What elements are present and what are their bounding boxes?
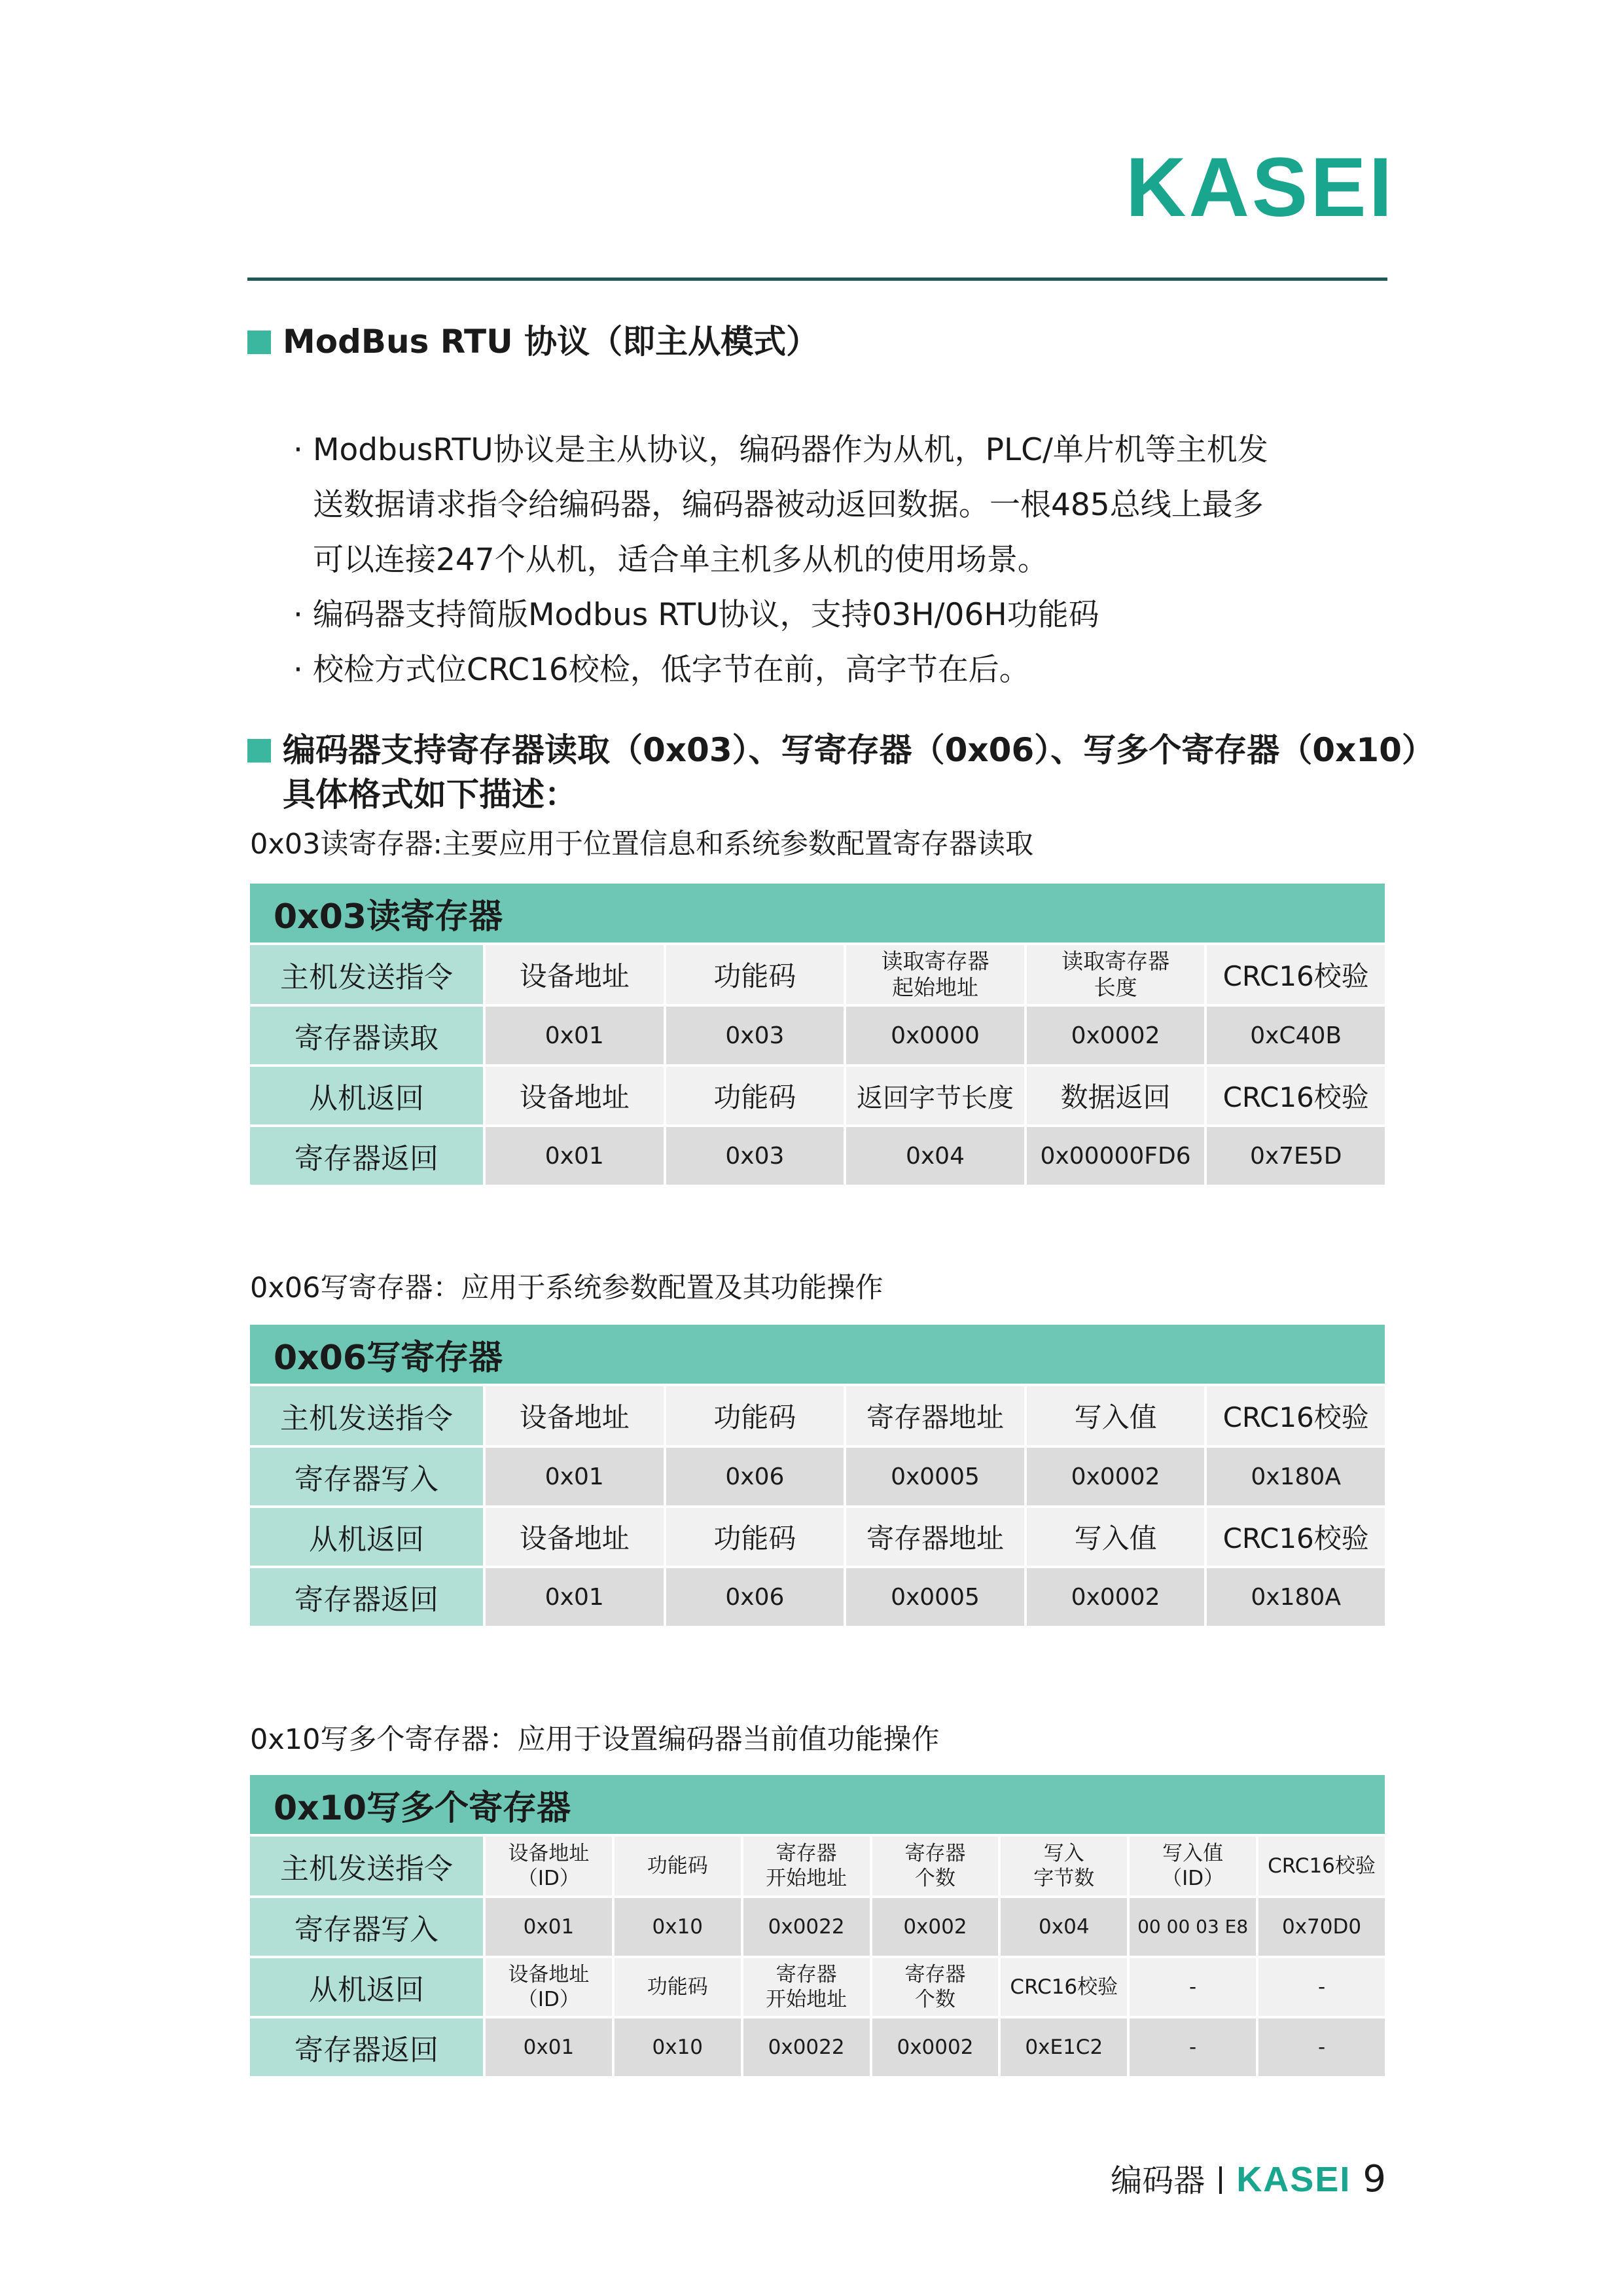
cell-text: 读取寄存器 起始地址 bbox=[881, 948, 990, 1000]
table-cell: 0x180A bbox=[1205, 1567, 1386, 1627]
footer-logo: KASEI bbox=[1236, 2160, 1351, 2199]
table-cell bbox=[871, 1835, 1000, 1897]
bullet-item bbox=[293, 643, 1366, 698]
row-label: 寄存器返回 bbox=[249, 2017, 484, 2077]
table-cell: 0x002 bbox=[871, 1897, 1000, 1957]
table-cell: CRC16校验 bbox=[1205, 1385, 1386, 1446]
cell-text: 设备地址 （ID） bbox=[508, 1963, 590, 2011]
table-cell: 0x0022 bbox=[742, 1897, 871, 1957]
cell-text: 写入值 （ID） bbox=[1162, 1842, 1224, 1890]
table-cell: CRC16校验 bbox=[1205, 944, 1386, 1005]
table-cell: 0x10 bbox=[613, 1897, 742, 1957]
table-caption-0x10: 0x10写多个寄存器：应用于设置编码器当前值功能操作 bbox=[250, 1723, 940, 1756]
table-cell: 0x04 bbox=[999, 1897, 1128, 1957]
table-cell: 0x06 bbox=[665, 1446, 846, 1507]
cell-text: 读取寄存器 长度 bbox=[1061, 948, 1170, 1000]
table-cell: 设备地址 bbox=[484, 1066, 665, 1126]
row-label: 寄存器写入 bbox=[249, 1897, 484, 1957]
section-title-modbus bbox=[247, 319, 819, 364]
bullet-dot: · bbox=[293, 652, 303, 688]
cell-text: 寄存器 开始地址 bbox=[766, 1842, 847, 1890]
table-cell: 0x03 bbox=[665, 1126, 846, 1186]
bullet-dot: · bbox=[293, 432, 303, 468]
row-label: 寄存器返回 bbox=[249, 1126, 484, 1186]
table-cell bbox=[1128, 1835, 1257, 1897]
bullet-line: 校检方式位CRC16校检，低字节在前，高字节在后。 bbox=[313, 652, 1030, 688]
table-cell: 0x01 bbox=[484, 1446, 665, 1507]
table-caption-0x06: 0x06写寄存器：应用于系统参数配置及其功能操作 bbox=[250, 1272, 883, 1304]
table-cell: 0x0002 bbox=[871, 2017, 1000, 2077]
section-title-text: ModBus RTU 协议（即主从模式） bbox=[283, 323, 819, 361]
table-cell bbox=[999, 1835, 1128, 1897]
table-cell: 0x70D0 bbox=[1257, 1897, 1386, 1957]
table-cell bbox=[484, 1957, 613, 2017]
table-cell: 0x01 bbox=[484, 1567, 665, 1627]
row-label: 寄存器读取 bbox=[249, 1005, 484, 1066]
table-cell: 设备地址 bbox=[484, 1507, 665, 1567]
section-title-line2: 具体格式如下描述： bbox=[283, 776, 577, 814]
cell-text: 寄存器 开始地址 bbox=[766, 1963, 847, 2011]
table-cell: 设备地址 bbox=[484, 1385, 665, 1446]
table-cell: 0x01 bbox=[484, 2017, 613, 2077]
cell-text: 写入 字节数 bbox=[1033, 1842, 1095, 1890]
table-cell: 0x04 bbox=[845, 1126, 1026, 1186]
table-cell: 0x180A bbox=[1205, 1446, 1386, 1507]
table-cell: 0x0000 bbox=[845, 1005, 1026, 1066]
row-label: 主机发送指令 bbox=[249, 1835, 484, 1897]
table-cell: 功能码 bbox=[665, 1066, 846, 1126]
table-cell bbox=[871, 1957, 1000, 2017]
table-cell: 0xE1C2 bbox=[999, 2017, 1128, 2077]
footer-text: 编码器 bbox=[1111, 2162, 1205, 2199]
page-footer bbox=[1111, 2153, 1386, 2206]
table-cell: 功能码 bbox=[665, 944, 846, 1005]
table-cell: 0x10 bbox=[613, 2017, 742, 2077]
row-label: 寄存器返回 bbox=[249, 1567, 484, 1627]
table-cell: 返回字节长度 bbox=[845, 1066, 1026, 1126]
row-label: 从机返回 bbox=[249, 1957, 484, 2017]
table-cell bbox=[484, 1835, 613, 1897]
table-cell: 0x7E5D bbox=[1205, 1126, 1386, 1186]
table-cell: - bbox=[1257, 1957, 1386, 2017]
square-bullet-icon bbox=[247, 739, 271, 762]
table-cell: CRC16校验 bbox=[1257, 1835, 1386, 1897]
row-label: 主机发送指令 bbox=[249, 1385, 484, 1446]
table-cell: CRC16校验 bbox=[1205, 1066, 1386, 1126]
bullet-item bbox=[293, 423, 1366, 588]
table-cell: 0x03 bbox=[665, 1005, 846, 1066]
table-cell bbox=[1026, 944, 1206, 1005]
header-rule bbox=[247, 278, 1387, 281]
table-cell: 寄存器地址 bbox=[845, 1507, 1026, 1567]
protocol-bullets bbox=[293, 423, 1366, 698]
row-label: 寄存器写入 bbox=[249, 1446, 484, 1507]
table-cell: 寄存器地址 bbox=[845, 1385, 1026, 1446]
bullet-item bbox=[293, 588, 1366, 643]
table-cell: 0x0022 bbox=[742, 2017, 871, 2077]
table-cell: 设备地址 bbox=[484, 944, 665, 1005]
table-caption-0x03: 0x03读寄存器:主要应用于位置信息和系统参数配置寄存器读取 bbox=[250, 828, 1034, 861]
bullet-line: 送数据请求指令给编码器，编码器被动返回数据。一根485总线上最多 bbox=[313, 487, 1264, 523]
table-cell: 0x0002 bbox=[1026, 1567, 1206, 1627]
table-cell: 0x01 bbox=[484, 1005, 665, 1066]
register-table-0x06 bbox=[247, 1322, 1387, 1628]
table-cell: 0x0005 bbox=[845, 1446, 1026, 1507]
table-cell: 00 00 03 E8 bbox=[1128, 1897, 1257, 1957]
table-cell: - bbox=[1257, 2017, 1386, 2077]
table-cell: 0x06 bbox=[665, 1567, 846, 1627]
table-cell: CRC16校验 bbox=[999, 1957, 1128, 2017]
table-cell: 0x0005 bbox=[845, 1567, 1026, 1627]
table-cell: 0x01 bbox=[484, 1126, 665, 1186]
register-table-0x10 bbox=[247, 1772, 1387, 2079]
bullet-line: 编码器支持简版Modbus RTU协议，支持03H/06H功能码 bbox=[313, 597, 1099, 633]
table-cell bbox=[742, 1835, 871, 1897]
bullet-line: ModbusRTU协议是主从协议，编码器作为从机，PLC/单片机等主机发 bbox=[313, 432, 1268, 468]
row-label: 从机返回 bbox=[249, 1066, 484, 1126]
cell-text: 设备地址 （ID） bbox=[508, 1842, 590, 1890]
table-cell: 0xC40B bbox=[1205, 1005, 1386, 1066]
section-title-line1: 编码器支持寄存器读取（0x03）、写寄存器（0x06）、写多个寄存器（0x10） bbox=[283, 731, 1435, 769]
table-cell bbox=[742, 1957, 871, 2017]
row-label: 从机返回 bbox=[249, 1507, 484, 1567]
table-cell: 0x0002 bbox=[1026, 1446, 1206, 1507]
table-title: 0x03读寄存器 bbox=[249, 882, 1386, 944]
table-cell bbox=[845, 944, 1026, 1005]
bullet-dot: · bbox=[293, 597, 303, 633]
table-cell: 功能码 bbox=[665, 1507, 846, 1567]
table-cell: - bbox=[1128, 2017, 1257, 2077]
table-cell: 写入值 bbox=[1026, 1385, 1206, 1446]
bullet-line: 可以连接247个从机，适合单主机多从机的使用场景。 bbox=[313, 542, 1048, 578]
table-title: 0x06写寄存器 bbox=[249, 1323, 1386, 1385]
page-number: 9 bbox=[1363, 2158, 1386, 2200]
table-cell: CRC16校验 bbox=[1205, 1507, 1386, 1567]
table-cell: 功能码 bbox=[613, 1835, 742, 1897]
kasei-logo: KASEI bbox=[1126, 141, 1395, 234]
section-title-registers bbox=[247, 728, 1435, 817]
table-cell: 写入值 bbox=[1026, 1507, 1206, 1567]
table-title: 0x10写多个寄存器 bbox=[249, 1774, 1386, 1835]
row-label: 主机发送指令 bbox=[249, 944, 484, 1005]
table-cell: 0x01 bbox=[484, 1897, 613, 1957]
footer-divider bbox=[1219, 2166, 1222, 2194]
table-cell: 功能码 bbox=[613, 1957, 742, 2017]
register-table-0x03 bbox=[247, 881, 1387, 1187]
cell-text: 寄存器 个数 bbox=[904, 1963, 966, 2011]
cell-text: 寄存器 个数 bbox=[904, 1842, 966, 1890]
square-bullet-icon bbox=[247, 331, 271, 354]
table-cell: 0x00000FD6 bbox=[1026, 1126, 1206, 1186]
table-cell: 0x0002 bbox=[1026, 1005, 1206, 1066]
table-cell: 功能码 bbox=[665, 1385, 846, 1446]
table-cell: - bbox=[1128, 1957, 1257, 2017]
table-cell: 数据返回 bbox=[1026, 1066, 1206, 1126]
